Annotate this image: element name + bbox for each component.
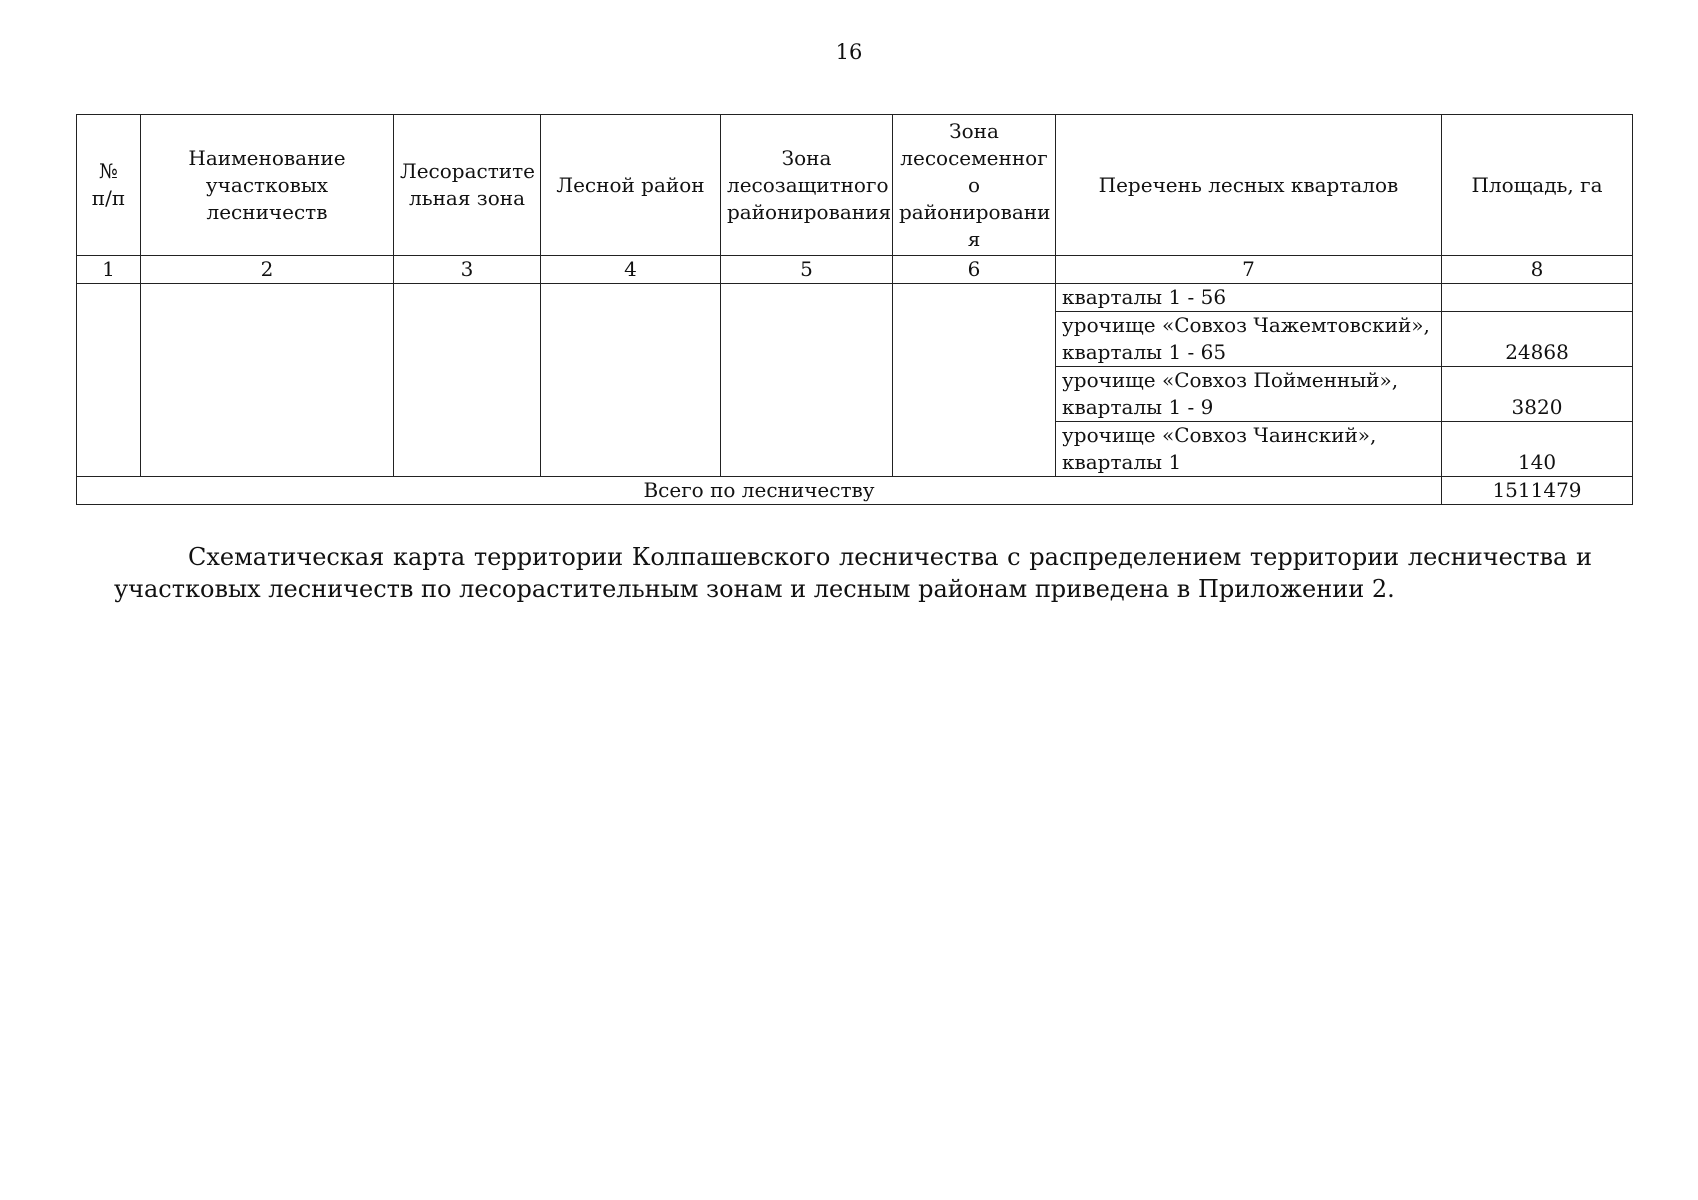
column-number: 8 [1442, 256, 1633, 284]
quarters-cell: урочище «Совхоз Чаинский», кварталы 1 [1056, 422, 1442, 477]
area-cell: 140 [1442, 422, 1633, 477]
column-number: 4 [541, 256, 721, 284]
empty-cell [893, 284, 1056, 477]
quarters-cell: кварталы 1 - 56 [1056, 284, 1442, 312]
page-number: 16 [835, 40, 863, 64]
column-number: 2 [141, 256, 394, 284]
header-cell-vegetation-zone: Лесорастите льная зона [394, 115, 541, 256]
total-row [77, 477, 1633, 505]
empty-cell [721, 284, 893, 477]
total-label: Всего по лесничеству [77, 477, 1442, 505]
empty-cell [77, 284, 141, 477]
header-cell-quarters-list: Перечень лесных кварталов [1056, 115, 1442, 256]
header-cell-forest-district: Лесной район [541, 115, 721, 256]
table-row [77, 284, 1633, 312]
header-cell-area: Площадь, га [1442, 115, 1633, 256]
header-row [77, 115, 1633, 256]
total-value: 1511479 [1442, 477, 1633, 505]
column-number: 3 [394, 256, 541, 284]
quarters-cell: урочище «Совхоз Пойменный», кварталы 1 - 9 [1056, 367, 1442, 422]
header-cell-protection-zone: Зона лесозащитного районирования [721, 115, 893, 256]
column-number: 5 [721, 256, 893, 284]
empty-cell [541, 284, 721, 477]
empty-cell [394, 284, 541, 477]
quarters-cell: урочище «Совхоз Чажемтовский», кварталы 1 - 65 [1056, 312, 1442, 367]
body-paragraph: Схематическая карта территории Колпашевского лесничества с распределением территории лесничества и участковых лесничеств по лесорастительным зонам и лесным районам приведена в Приложении 2. [114, 543, 1592, 603]
area-cell: 3820 [1442, 367, 1633, 422]
header-cell-number: № п/п [77, 115, 141, 256]
column-number-row [77, 256, 1633, 284]
empty-cell [141, 284, 394, 477]
header-cell-forestry-name: Наименование участковых лесничеств [141, 115, 394, 256]
area-cell: 24868 [1442, 312, 1633, 367]
column-number: 6 [893, 256, 1056, 284]
forestry-table [76, 114, 1633, 505]
area-cell [1442, 284, 1633, 312]
column-number: 1 [77, 256, 141, 284]
column-number: 7 [1056, 256, 1442, 284]
header-cell-seed-zone: Зона лесосеменног о районировани я [893, 115, 1056, 256]
